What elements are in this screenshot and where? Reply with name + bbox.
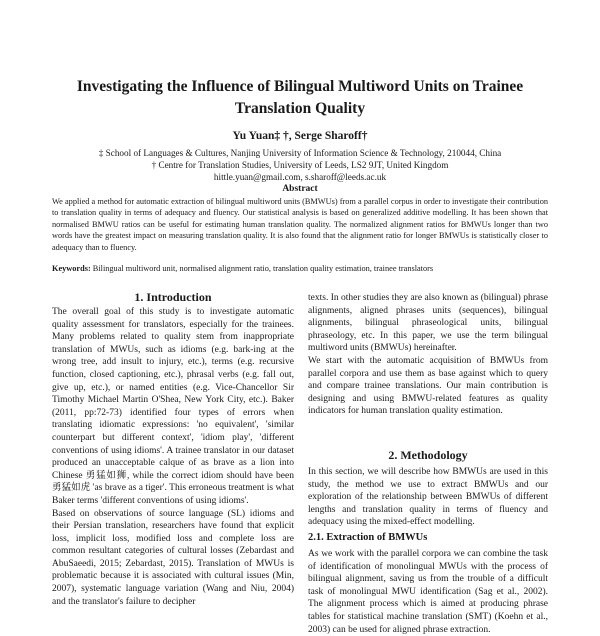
intro-paragraph-2: Based on observations of source language (SL) idioms and their Persian translation, researchers have found that explicit loss, implicit loss, modified loss and complete loss are common resultant categories of cultural losses (Zebardast and AbuSaeedi, 2015; Zebardast, 2015). Translation of MWUs is problematic because it is associated with cultural issues (Min, 2007), systematic language variation (Wang and Niu, 2004) and the translator's failure to decipher xyxy=(52,508,294,607)
intro-paragraph-1: The overall goal of this study is to investigate automatic quality assessment for translators, especially for the trainees. Many problems related to quality stem from inappropriate translation of MWUs, such as idioms (e.g. bark-ing at the wrong tree, add insult to injury, etc.), terms (e.g. recursive function, closed captioning, etc.), phrasal verbs (e.g. fall out, give up, etc.), or named entities (e.g. Vice-Chancellor Sir Timothy Michael Martin O'Shea, New York City, etc.). Baker (2011, pp:72-73) identified four types of errors when translating idiomatic expressions: 'no equivalent', 'similar counterpart but different context', 'idiom play', 'different conventions of using idioms'. A trainee translator in our dataset produced an unacceptable calque of as brave as a lion into Chinese 勇猛如狮, while the correct idiom should have been 勇猛如虎 'as brave as a tiger'. This erroneous treatment is what Baker terms 'different conventions of using idioms'. xyxy=(52,307,294,506)
right-column-intro xyxy=(308,292,548,440)
intro-paragraph-4: We start with the automatic acquisition of BMWUs from parallel corpora and use them as base against which to query and compare trainee translations. Our main contribution is designing and using BMWU-related features as quality indicators for human translation quality estimation. xyxy=(308,355,548,417)
keywords-label: Keywords: xyxy=(52,264,91,273)
extraction-paragraph-1: As we work with the parallel corpora we can combine the task of identification of monolingual MWUs with the process of bilingual alignment, saving us from the trouble of a difficult task of monolingual MWU identification (Sag et al., 2002). The alignment process which is aimed at producing phrase tables for statistical machine translation (SMT) (Koehn et al., 2003) can be used for aligned phrase extraction. xyxy=(308,549,548,635)
paper-title: Investigating the Influence of Bilingual Multiword Units on Trainee Translation Quality xyxy=(76,78,524,117)
introduction-heading: 1. Introduction xyxy=(134,290,212,304)
affiliation-1: ‡ School of Languages & Cultures, Nanjing University of Information Science & Technology, 210044, China xyxy=(98,148,502,158)
paper-authors: Yu Yuan‡ †, Serge Sharoff† xyxy=(232,130,368,142)
author-emails: hittle.yuan@gmail.com, s.sharoff@leeds.ac.uk xyxy=(213,172,387,182)
keywords-text: Bilingual multiword unit, normalised alignment ratio, translation quality estimation, trainee translators xyxy=(92,264,434,273)
affiliation-2: † Centre for Translation Studies, University of Leeds, LS2 9JT, United Kingdom xyxy=(151,160,449,170)
intro-paragraph-3: texts. In other studies they are also known as (bilingual) phrase alignments, aligned phrases units (sequences), bilingual alignments, bilingual phraseological units, bilingual phraseology, etc. In this paper, we use the term bilingual multiword units (BMWUs) hereinafter. xyxy=(308,293,548,354)
extraction-body xyxy=(308,548,548,635)
methodology-heading: 2. Methodology xyxy=(388,448,468,462)
keywords-line xyxy=(52,264,548,273)
abstract-text: We applied a method for automatic extraction of bilingual multiword units (BMWUs) from a parallel corpus in order to investigate their contribution to translation quality in terms of adequacy and fluency. Our statistical analysis is based on generalized additive modelling. It has been shown that normalised BMWU ratios can be useful for estimating human translation quality. The normalized alignment ratios for BMWUs longer than two words have the greatest impact on measuring translation quality. It is also found that the alignment ratio for longer BMWUs is statistically closer to adequacy than to fluency. xyxy=(52,197,548,252)
extraction-heading: 2.1. Extraction of BMWUs xyxy=(308,532,428,543)
methodology-body xyxy=(308,466,548,528)
left-column-body xyxy=(52,306,294,607)
methodology-paragraph-1: In this section, we will describe how BMWUs are used in this study, the method we use to extract BMWUs and our exploration of the relationship between BMWUs of different lengths and translation quality in terms of fluency and adequacy using the mixed-effect modelling. xyxy=(308,467,548,528)
abstract-heading: Abstract xyxy=(282,184,318,194)
